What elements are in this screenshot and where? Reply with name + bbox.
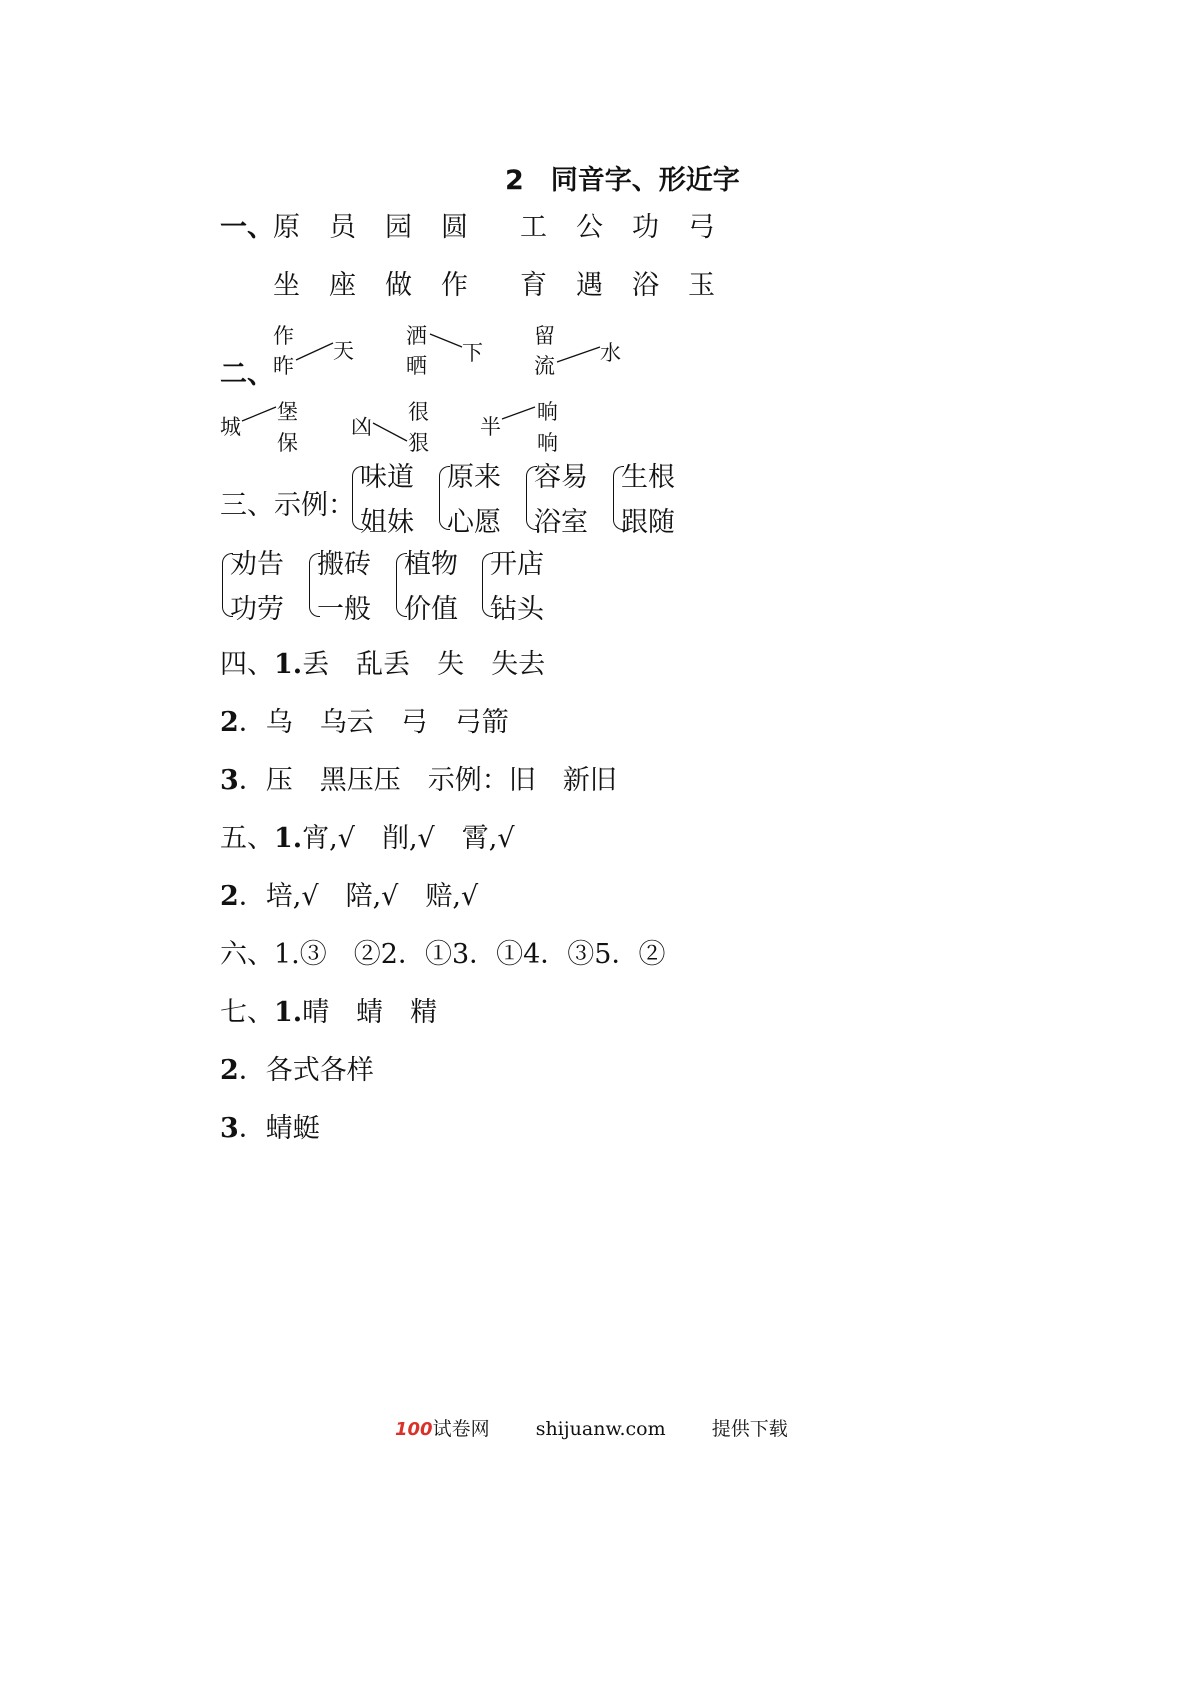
s2-g3-target: 水 (600, 341, 621, 365)
word: 生根 (621, 462, 675, 493)
word: 姐妹 (360, 507, 414, 538)
s2-g5-src: 凶 (351, 415, 372, 439)
word: 一般 (317, 594, 371, 625)
item-number: 1. (274, 823, 303, 854)
char: 员 (329, 212, 356, 243)
section-4-line-2 (220, 700, 509, 739)
site-domain[interactable]: shijuanw.com (535, 1418, 666, 1440)
s1-row2a (273, 263, 497, 302)
char: 公 (576, 212, 603, 243)
section-1-label: 一、 (220, 212, 274, 243)
match-line (430, 334, 462, 347)
char: 工 (520, 212, 547, 243)
s2-g2-top: 洒 (406, 324, 427, 348)
section-6-label: 六、 (220, 939, 274, 970)
word: 心愿 (447, 507, 501, 538)
word-pair (534, 455, 588, 545)
answer-text: ．压 黑压压 示例：旧 新旧 (238, 765, 617, 796)
word: 容易 (534, 462, 588, 493)
section-6-line (220, 932, 665, 971)
char: 作 (441, 270, 468, 301)
section-4-line-3 (220, 758, 617, 797)
word: 味道 (360, 462, 414, 493)
s2-g6-bottom: 响 (537, 431, 558, 455)
char: 功 (632, 212, 659, 243)
item-number: 1. (274, 997, 303, 1028)
word: 跟随 (621, 507, 675, 538)
s2-g1-bottom: 昨 (273, 354, 294, 378)
section-2-label: 二、 (220, 359, 274, 390)
section-4-label: 四、 (220, 649, 274, 680)
char: 玉 (688, 270, 715, 301)
answer-text: 宵,√ 削,√ 霄,√ (302, 823, 515, 854)
s1-row1b (520, 205, 744, 244)
s2-g4-bottom: 保 (277, 431, 298, 455)
section-7-line-2 (220, 1048, 374, 1087)
char: 园 (385, 212, 412, 243)
match-line (242, 407, 276, 421)
section-5-line-1 (220, 816, 515, 855)
item-number: 2 (220, 1055, 239, 1086)
word-pair (490, 542, 544, 632)
char: 浴 (632, 270, 659, 301)
answer-text: ．培,√ 陪,√ 赔,√ (238, 881, 479, 912)
word: 原来 (447, 462, 501, 493)
s2-g5-bottom: 狠 (408, 431, 429, 455)
s2-g6-src: 半 (480, 415, 501, 439)
s2-g4-top: 堡 (277, 400, 298, 424)
word-pair (317, 542, 371, 632)
answer-text: ．蜻蜓 (238, 1113, 320, 1144)
char: 坐 (273, 270, 300, 301)
s2-g1-target: 天 (333, 339, 354, 363)
char: 遇 (576, 270, 603, 301)
word: 劝告 (230, 549, 284, 580)
answer-text: ．各式各样 (238, 1055, 374, 1086)
word-pair (447, 455, 501, 545)
match-line (296, 343, 333, 360)
char: 原 (273, 212, 300, 243)
section-5-line-2 (220, 874, 478, 913)
char: 育 (520, 270, 547, 301)
item-number: 2 (220, 707, 239, 738)
answer-text: 1.③ ②2．①3．①4．③5．② (274, 939, 666, 970)
word: 开店 (490, 549, 544, 580)
char: 弓 (688, 212, 715, 243)
word: 价值 (404, 594, 458, 625)
section-5-label: 五、 (220, 823, 274, 854)
section-3-label: 三、示例： (220, 490, 355, 521)
s2-g3-bottom: 流 (534, 354, 555, 378)
word: 功劳 (230, 594, 284, 625)
match-line (557, 347, 600, 362)
footer (395, 1414, 788, 1441)
item-number: 3 (220, 765, 239, 796)
section-7-line-1 (220, 990, 437, 1029)
item-number: 3 (220, 1113, 239, 1144)
s1-row2b (520, 263, 744, 302)
s2-g4-src: 城 (220, 415, 241, 439)
s2-g2-target: 下 (462, 341, 483, 365)
answer-text: 丢 乱丢 失 失去 (302, 649, 546, 680)
match-line (373, 423, 407, 441)
s2-g5-top: 很 (408, 400, 429, 424)
item-number: 1. (274, 649, 303, 680)
site-name: 试卷网 (432, 1418, 490, 1440)
word: 搬砖 (317, 549, 371, 580)
s2-g2-bottom: 晒 (406, 354, 427, 378)
footer-tagline: 提供下载 (711, 1418, 788, 1440)
site-logo: 100 (395, 1419, 433, 1440)
word-pair (230, 542, 284, 632)
page-title: 2 同音字、形近字 (505, 165, 740, 196)
item-number: 2 (220, 881, 239, 912)
answer-text: ．乌 乌云 弓 弓箭 (238, 707, 509, 738)
section-4-line-1 (220, 642, 545, 681)
word-pair (621, 455, 675, 545)
word-pair (360, 455, 414, 545)
char: 座 (329, 270, 356, 301)
answer-text: 晴 蜻 精 (302, 997, 438, 1028)
s1-row1a (273, 205, 497, 244)
char: 做 (385, 270, 412, 301)
word: 浴室 (534, 507, 588, 538)
s2-g6-top: 晌 (537, 400, 558, 424)
s2-g3-top: 留 (534, 324, 555, 348)
match-line (502, 407, 535, 419)
word-pair (404, 542, 458, 632)
section-7-line-3 (220, 1106, 320, 1145)
s2-g1-top: 作 (273, 324, 294, 348)
char: 圆 (441, 212, 468, 243)
section-7-label: 七、 (220, 997, 274, 1028)
word: 钻头 (490, 594, 544, 625)
word: 植物 (404, 549, 458, 580)
